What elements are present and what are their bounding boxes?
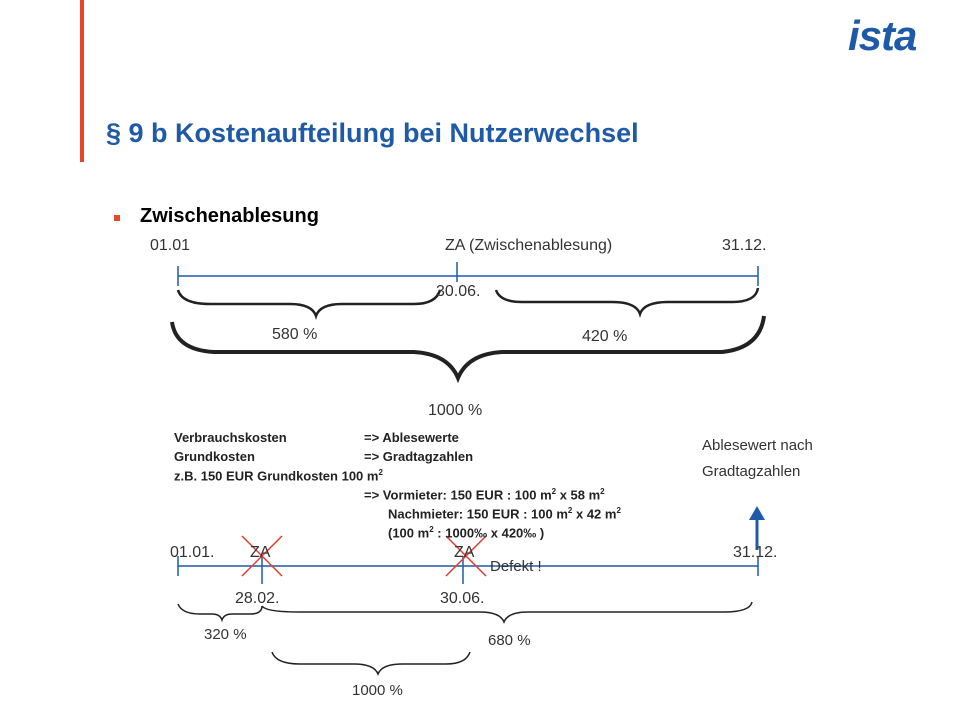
brace-680 [262,602,752,622]
timeline1-end-label: 31.12. [722,237,767,254]
arrow-up-icon [749,506,765,520]
timeline1-start-label: 01.01 [150,237,191,254]
pct-320: 320 % [204,626,247,643]
pct-1000-bottom: 1000 % [352,682,403,699]
pct-580: 580 % [272,326,318,343]
pct-680: 680 % [488,632,531,649]
brace-left-580 [178,290,440,316]
brace-total-1000 [172,316,764,378]
timeline2-date1: 28.02. [235,590,280,607]
timeline2-za1-label: ZA [250,544,271,561]
pct-1000-top: 1000 % [428,402,483,419]
ista-logo: ista [848,12,917,59]
cost-line2-right: => Gradtagzahlen [364,449,474,464]
note-line2: Gradtagzahlen [702,463,801,480]
cost-line1-right: => Ablesewerte [364,430,459,445]
brace-1000-bottom [272,652,470,674]
cost-line5: Nachmieter: 150 EUR : 100 $m^2$ x 42 $m^2$ [388,506,621,522]
timeline1-mid-date: 30.06. [436,283,481,300]
brace-right-420 [496,288,758,314]
timeline1-middle-label: ZA (Zwischenablesung) [445,237,613,254]
cost-line3: z.B. 150 EUR Grundkosten 100 $m^2$ [174,468,383,484]
page-title: § 9 b Kostenaufteilung bei Nutzerwechsel [106,118,639,148]
note-line1: Ablesewert nach [702,437,813,454]
cost-line6: (100 $m^2$ : 1000‰ x 420‰ ) [388,525,545,541]
defekt-label: Defekt ! [490,558,542,575]
pct-420: 420 % [582,328,628,345]
cost-line1-left: Verbrauchskosten [174,430,287,445]
timeline2-end-label: 31.12. [733,544,778,561]
cost-line4: => Vormieter: 150 EUR : 100 $m^2$ x 58 $m^2$ [364,487,605,503]
timeline2-za2-label: ZA [454,544,475,561]
bullet-zwischenablesung: Zwischenablesung [140,205,319,227]
timeline2-date2: 30.06. [440,590,485,607]
timeline2-start-label: 01.01. [170,544,215,561]
cost-line2-left: Grundkosten [174,449,255,464]
